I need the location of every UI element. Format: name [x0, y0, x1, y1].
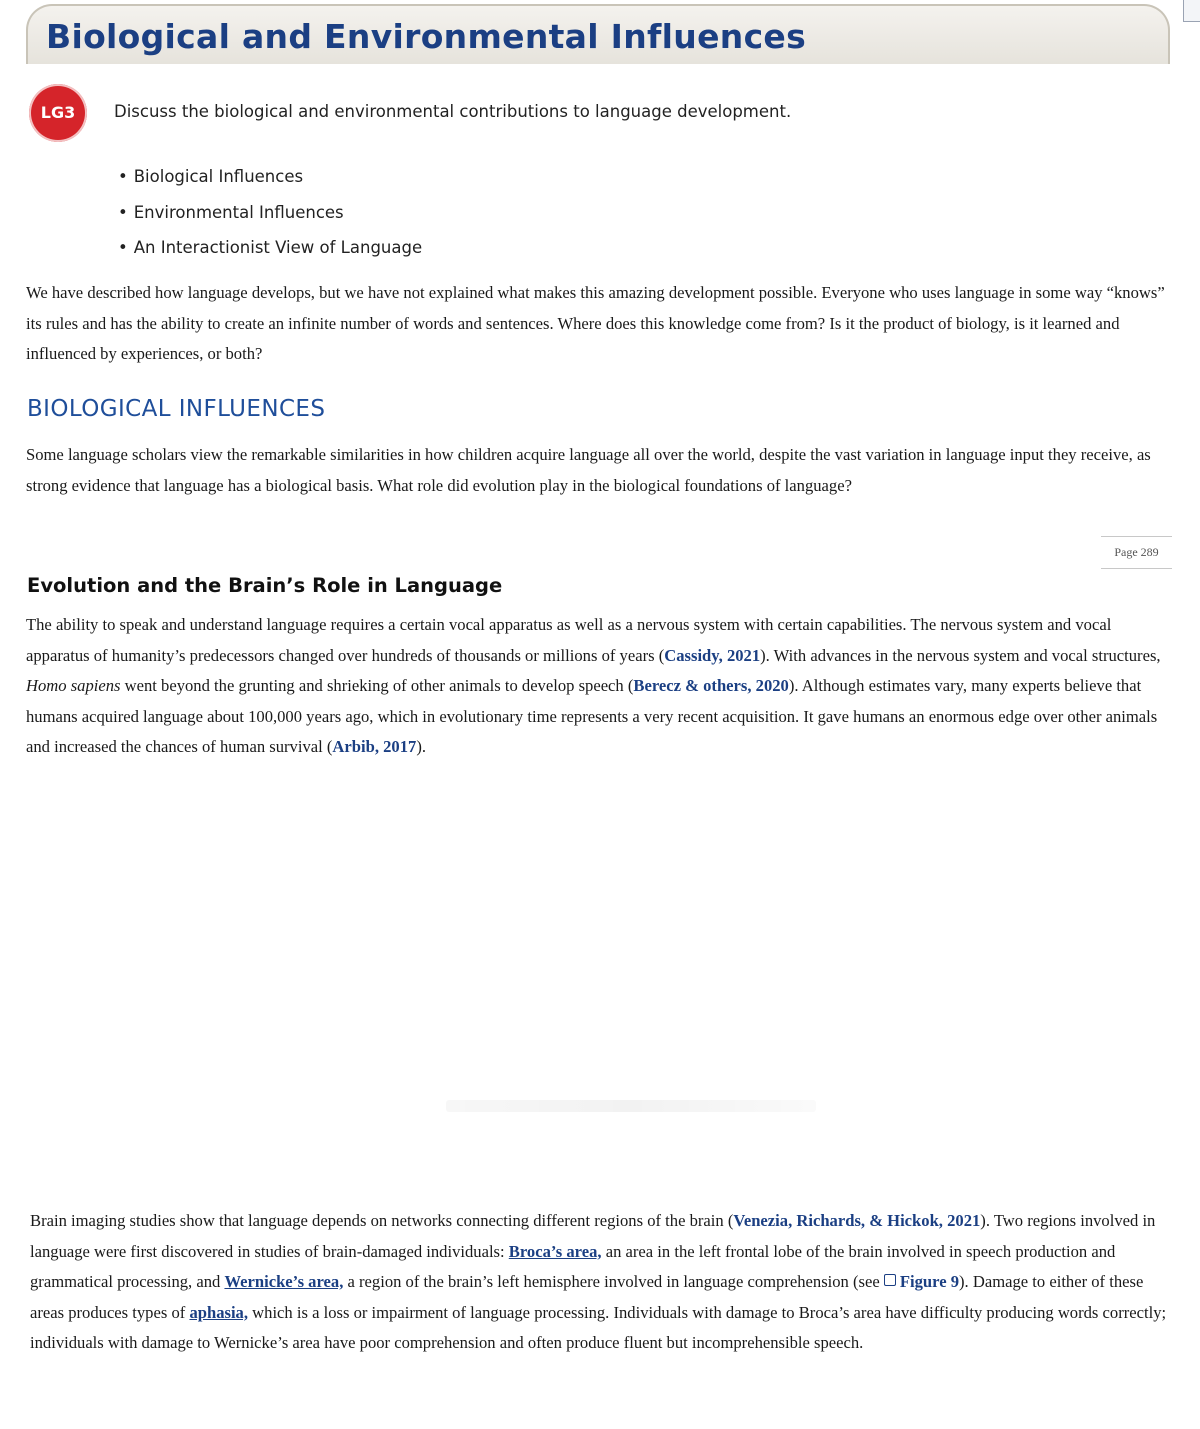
text-run: which is a loss or impairment of language processing. Individuals with damage to Broca’s area have difficulty producing words correctly; individuals with damage to Wernicke’s area have poor comprehension and often produce fluent but incomprehensible speech. — [30, 1302, 1167, 1352]
subsection-heading: Evolution and the Brain’s Role in Language — [27, 574, 503, 597]
section-paragraph: Some language scholars view the remarkable similarities in how children acquire language all over the world, despite the vast variation in language input they receive, as strong evidence that language has a biological basis. What role did evolution play in the biological foundations of language? — [26, 445, 1151, 495]
figure-link-label: Figure 9 — [899, 1272, 960, 1291]
section-outline — [118, 165, 422, 272]
outline-item: • An Interactionist View of Language — [118, 236, 422, 272]
learning-goal-badge: LG3 — [29, 84, 87, 142]
citation-link[interactable]: Cassidy, 2021 — [664, 645, 761, 665]
text-run: ). Two regions involved in language were first discovered in studies of brain-damaged individuals: — [30, 1211, 1156, 1261]
text-run: an area in the left frontal lobe of the brain involved in speech production and grammatical processing, and — [30, 1241, 1116, 1291]
text-run: Brain imaging studies show that language depends on networks connecting different regions of the brain ( — [30, 1211, 734, 1230]
figure-icon — [884, 1274, 896, 1286]
text-run: ). With advances in the nervous system and vocal structures, — [760, 645, 1161, 665]
faded-figure-caption — [446, 1100, 816, 1112]
glossary-term-brocas-area[interactable]: Broca’s area, — [508, 1241, 602, 1261]
text-run: ). — [416, 737, 426, 756]
glossary-term-aphasia[interactable]: aphasia, — [189, 1302, 249, 1322]
page-title: Biological and Environmental Influences — [46, 17, 807, 56]
glossary-term-wernickes-area[interactable]: Wernicke’s area, — [224, 1272, 344, 1291]
intro-paragraph: We have described how language develops, but we have not explained what makes this amazing development possible. Everyone who uses language in some way “knows” its rules and has the ability to create an infinite number of words and sentences. Where does this knowledge come from? Is it the product of biology, is it learned and influenced by experiences, or both? — [26, 283, 1165, 363]
outline-item: • Environmental Influences — [118, 201, 422, 237]
text-run: ). Although estimates vary, many experts believe that humans acquired language about 100,000 years ago, which in evolutionary time represents a very recent acquisition. It gave humans an enormous edge over other animals and increased the chances of human survival ( — [26, 676, 1158, 756]
learning-objective: Discuss the biological and environmental contributions to language development. — [114, 102, 792, 121]
section-heading: BIOLOGICAL INFLUENCES — [27, 396, 326, 422]
page-corner — [1183, 0, 1200, 22]
page-number-marker: Page 289 — [1101, 536, 1172, 569]
species-name: Homo sapiens — [26, 676, 121, 695]
brain-regions-paragraph — [26, 1206, 1174, 1359]
text-run: went beyond the grunting and shrieking of other animals to develop speech ( — [120, 676, 634, 695]
outline-item: • Biological Influences — [118, 165, 422, 201]
chapter-header — [26, 4, 1170, 64]
figure-placeholder — [26, 800, 1174, 1195]
text-run: ). Damage to either of these areas produces types of — [30, 1272, 1144, 1322]
citation-link[interactable]: Arbib, 2017 — [332, 737, 417, 756]
citation-link[interactable]: Venezia, Richards, & Hickok, 2021 — [733, 1211, 981, 1230]
text-run: a region of the brain’s left hemisphere involved in language comprehension (see — [343, 1272, 884, 1291]
citation-link[interactable]: Berecz & others, 2020 — [633, 676, 789, 695]
text-run: The ability to speak and understand language requires a certain vocal apparatus as well as a nervous system with certain capabilities. The nervous system and vocal apparatus of humanity’s predecessors changed over hundreds of thousands or millions of years ( — [26, 615, 1112, 665]
evolution-paragraph — [26, 610, 1174, 763]
figure-link[interactable] — [884, 1272, 959, 1291]
